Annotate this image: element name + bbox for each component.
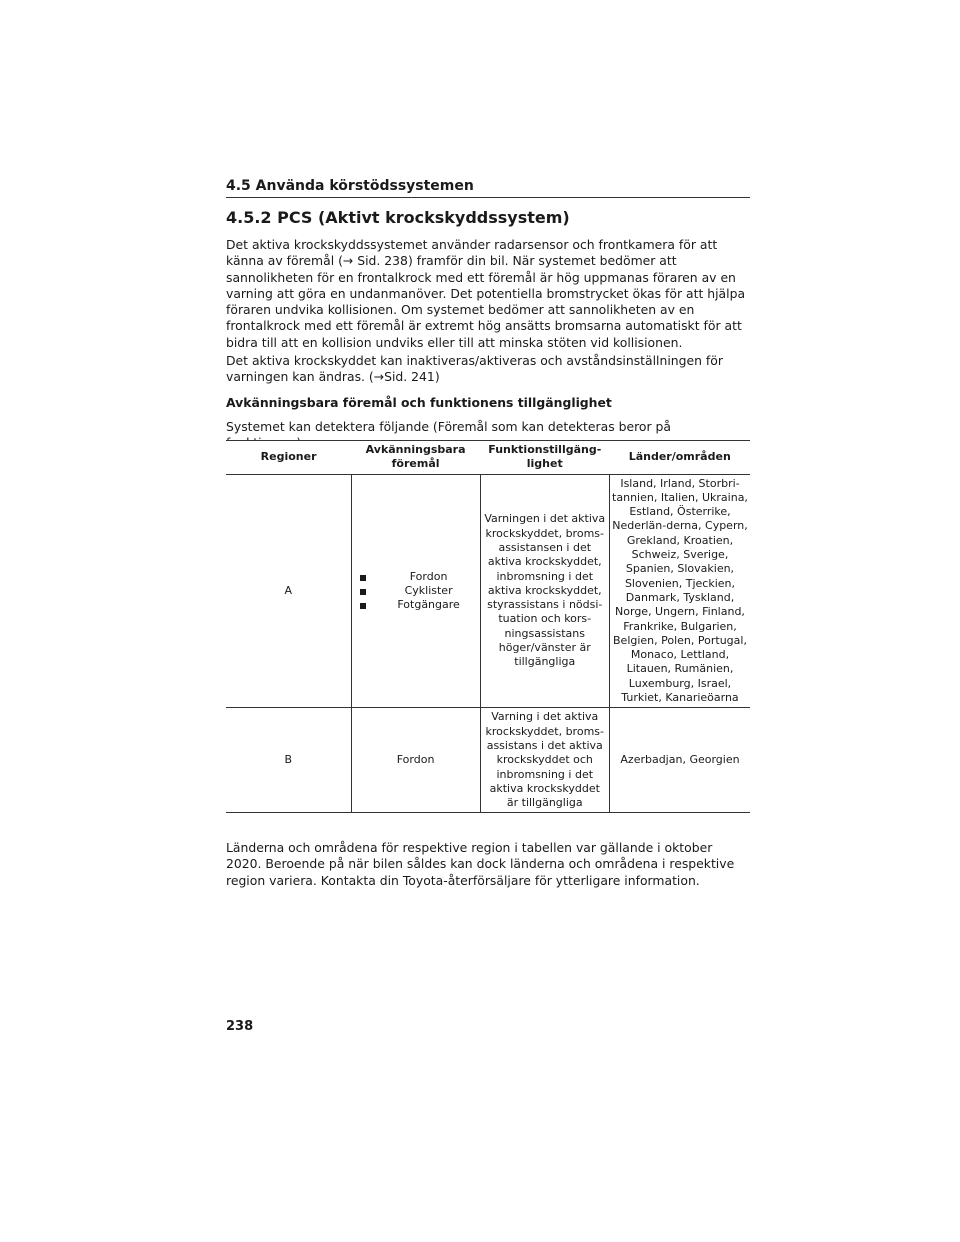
toggle-paragraph: Det aktiva krockskyddet kan inaktiveras/aktiveras och avståndsinställningen för varningen kan ändras. (→Sid. 241) xyxy=(226,353,723,385)
footer-note: Länderna och områdena för respektive region i tabellen var gällande i oktober 2020. Beroende på när bilen såldes kan dock länderna och områdena i respektive region variera. Kontakta din Toyota-återförsäljare för ytterligare information. xyxy=(226,840,735,888)
header-availability: Funktionstillgäng-lighet xyxy=(480,441,609,475)
header-countries: Länder/områden xyxy=(609,441,750,475)
page-number: 238 xyxy=(226,1019,254,1034)
objects-list xyxy=(354,570,478,613)
objects-cell xyxy=(351,474,480,708)
region-cell: B xyxy=(226,708,351,813)
countries-cell: Island, Irland, Storbri-tannien, Italien, Ukraina, Estland, Österrike, Nederlän-derna, Cypern, Grekland, Kroatien, Schweiz, Sverige, Spanien, Slovakien, Slovenien, Tjeckien, Danmark, Tyskland, Norge, Ungern, Finland, Frankrike, Bulgarien, Belgien, Polen, Portugal, Monaco, Lettland, Litauen, Rumänien, Luxemburg, Israel, Turkiet, Kanarieöarna xyxy=(609,474,750,708)
list-item: Cyklister xyxy=(358,584,478,598)
table-header-row xyxy=(226,441,750,475)
region-cell: A xyxy=(226,474,351,708)
page-title: 4.5.2 PCS (Aktivt krockskyddssystem) xyxy=(226,208,570,227)
table-intro: Systemet kan detektera följande (Föremål som kan detekteras beror på xyxy=(226,419,671,434)
availability-cell: Varningen i det aktiva krockskyddet, broms-assistansen i det aktiva krockskyddet, inbromsning i det aktiva krockskyddet, styrassistans i nödsi-tuation och kors-ningsassistans höger/vänster är tillgängliga xyxy=(480,474,609,708)
table-row xyxy=(226,474,750,708)
header-objects: Avkänningsbara föremål xyxy=(351,441,480,475)
availability-cell: Varning i det aktiva krockskyddet, broms-assistans i det aktiva krockskyddet och inbromsning i det aktiva krockskyddet är tillgängliga xyxy=(480,708,609,813)
countries-cell: Azerbadjan, Georgien xyxy=(609,708,750,813)
list-item: Fordon xyxy=(358,570,478,584)
section-header: 4.5 Använda körstödssystemen xyxy=(226,178,750,198)
subheading: Avkänningsbara föremål och funktionens tillgänglighet xyxy=(226,395,612,410)
table-row xyxy=(226,708,750,813)
header-regions: Regioner xyxy=(226,441,351,475)
regions-table xyxy=(226,440,750,813)
objects-cell: Fordon xyxy=(351,708,480,813)
intro-paragraph: Det aktiva krockskyddssystemet använder radarsensor och frontkamera för att känna av föremål (→ Sid. 238) framför din bil. När systemet bedömer att sannolikheten för en frontalkrock med ett föremål är hög uppmanas föraren av en varning att göra en undanmanöver. Det potentiella bromstrycket ökas för att hjälpa föraren undvika kollisionen. Om systemet bedömer att sannolikheten av en frontalkrock med ett föremål är extremt hög ansätts bromsarna automatiskt för att bidra till att en kollision undviks eller till att minska stöten vid kollisionen. xyxy=(226,237,746,350)
list-item: Fotgängare xyxy=(358,598,478,612)
